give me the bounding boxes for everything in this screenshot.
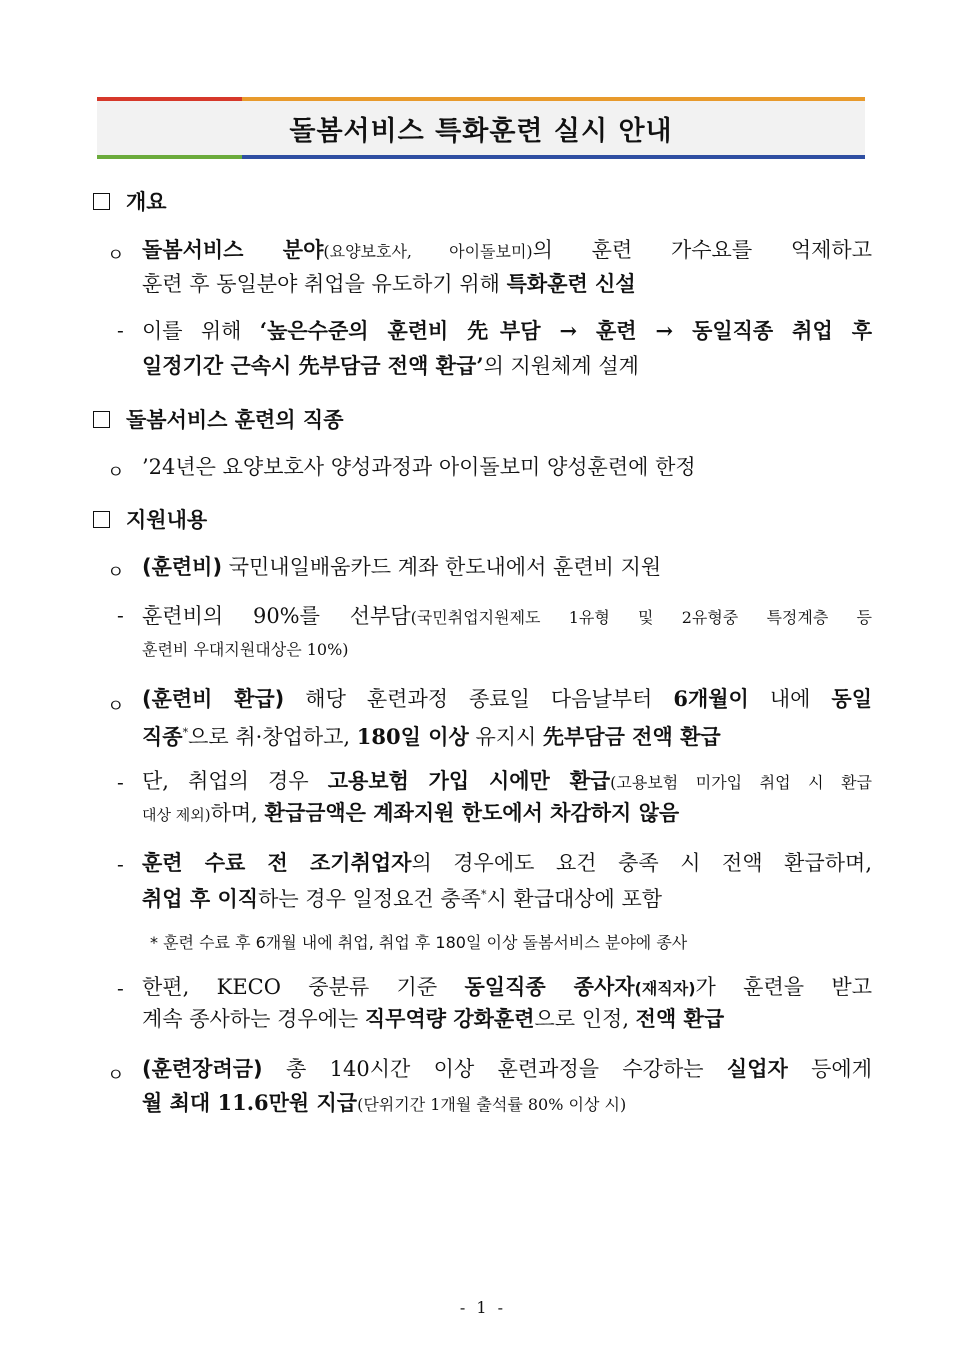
- paragraph-line: 일정기간 근속시 先부담금 전액 환급’의 지원체계 설계: [142, 353, 639, 378]
- paragraph-line: 직종*으로 취·창업하고, 180일 이상 유지시 先부담금 전액 환급: [142, 724, 721, 749]
- section-heading-occupations: [93, 404, 343, 434]
- section-heading-text: 개요: [126, 190, 167, 214]
- dash-bullet-icon: -: [117, 852, 124, 876]
- paragraph-line: 취업 후 이직하는 경우 일정요건 충족*시 환급대상에 포함: [142, 886, 663, 911]
- dash-bullet-icon: -: [117, 603, 124, 627]
- title-banner: [97, 97, 865, 159]
- section-heading-overview: [93, 186, 167, 216]
- paragraph-line: 대상 제외)하며, 환급금액은 계좌지원 한도에서 차감하지 않음: [142, 800, 680, 825]
- banner-bar-green: [97, 155, 242, 159]
- checkbox-square-icon: [93, 193, 110, 210]
- paragraph-line: ’24년은 요양보호사 양성과정과 아이돌보미 양성훈련에 한정: [142, 455, 696, 479]
- page-number: - 1 -: [459, 1298, 507, 1317]
- checkbox-square-icon: [93, 511, 110, 528]
- section-heading-text: 돌봄서비스 훈련의 직종: [126, 408, 344, 432]
- paragraph-line: 돌봄서비스 분야(요양보호사, 아이돌보미)의 훈련 가수요를 억제하고: [142, 238, 873, 262]
- section-heading-support: [93, 504, 207, 534]
- checkbox-square-icon: [93, 411, 110, 428]
- section-heading-text: 지원내용: [126, 508, 208, 532]
- paragraph-line: (훈련장려금) 총 140시간 이상 훈련과정을 수강하는 실업자 등에게: [142, 1056, 872, 1081]
- circle-bullet-icon: ㅇ: [107, 1065, 125, 1086]
- paragraph-line: 월 최대 11.6만원 지급(단위기간 1개월 출석률 80% 이상 시): [142, 1090, 627, 1115]
- paragraph-line: 훈련 수료 전 조기취업자의 경우에도 요건 충족 시 전액 환급하며,: [142, 850, 872, 875]
- footnote: * 훈련 수료 후 6개월 내에 취업, 취업 후 180일 이상 돌봄서비스 분야에 종사: [150, 933, 688, 952]
- paragraph-line: (훈련비 환급) 해당 훈련과정 종료일 다음날부터 6개월이 내에 동일: [142, 686, 872, 711]
- paragraph-line: 훈련비의 90%를 선부담(국민취업지원제도 1유형 및 2유형중 특정계층 등: [142, 604, 872, 628]
- paragraph-line: 계속 종사하는 경우에는 직무역량 강화훈련으로 인정, 전액 환급: [142, 1006, 725, 1031]
- paragraph-line: 단, 취업의 경우 고용보험 가입 시에만 환급(고용보험 미가입 취업 시 환급: [142, 768, 872, 793]
- banner-bar-blue: [242, 155, 865, 159]
- paragraph-line: (훈련비) 국민내일배움카드 계좌 한도내에서 훈련비 지원: [142, 555, 662, 579]
- circle-bullet-icon: ㅇ: [107, 696, 125, 717]
- circle-bullet-icon: ㅇ: [107, 562, 125, 583]
- page-title: 돌봄서비스 특화훈련 실시 안내: [289, 115, 673, 147]
- paragraph-line: 이를 위해 ‘높은수준의 훈련비 先부담 → 훈련 → 동일직종 취업 후: [142, 318, 872, 343]
- paragraph-line: 훈련 후 동일분야 취업을 유도하기 위해 특화훈련 신설: [142, 272, 636, 296]
- dash-bullet-icon: -: [117, 976, 124, 1000]
- circle-bullet-icon: ㅇ: [107, 462, 125, 483]
- circle-bullet-icon: ㅇ: [107, 245, 125, 266]
- dash-bullet-icon: -: [117, 318, 124, 342]
- paragraph-line: 훈련비 우대지원대상은 10%): [142, 640, 349, 659]
- dash-bullet-icon: -: [117, 770, 124, 794]
- paragraph-line: 한편, KECO 중분류 기준 동일직종 종사자(재직자)가 훈련을 받고: [142, 974, 872, 999]
- banner-fill: [97, 101, 865, 155]
